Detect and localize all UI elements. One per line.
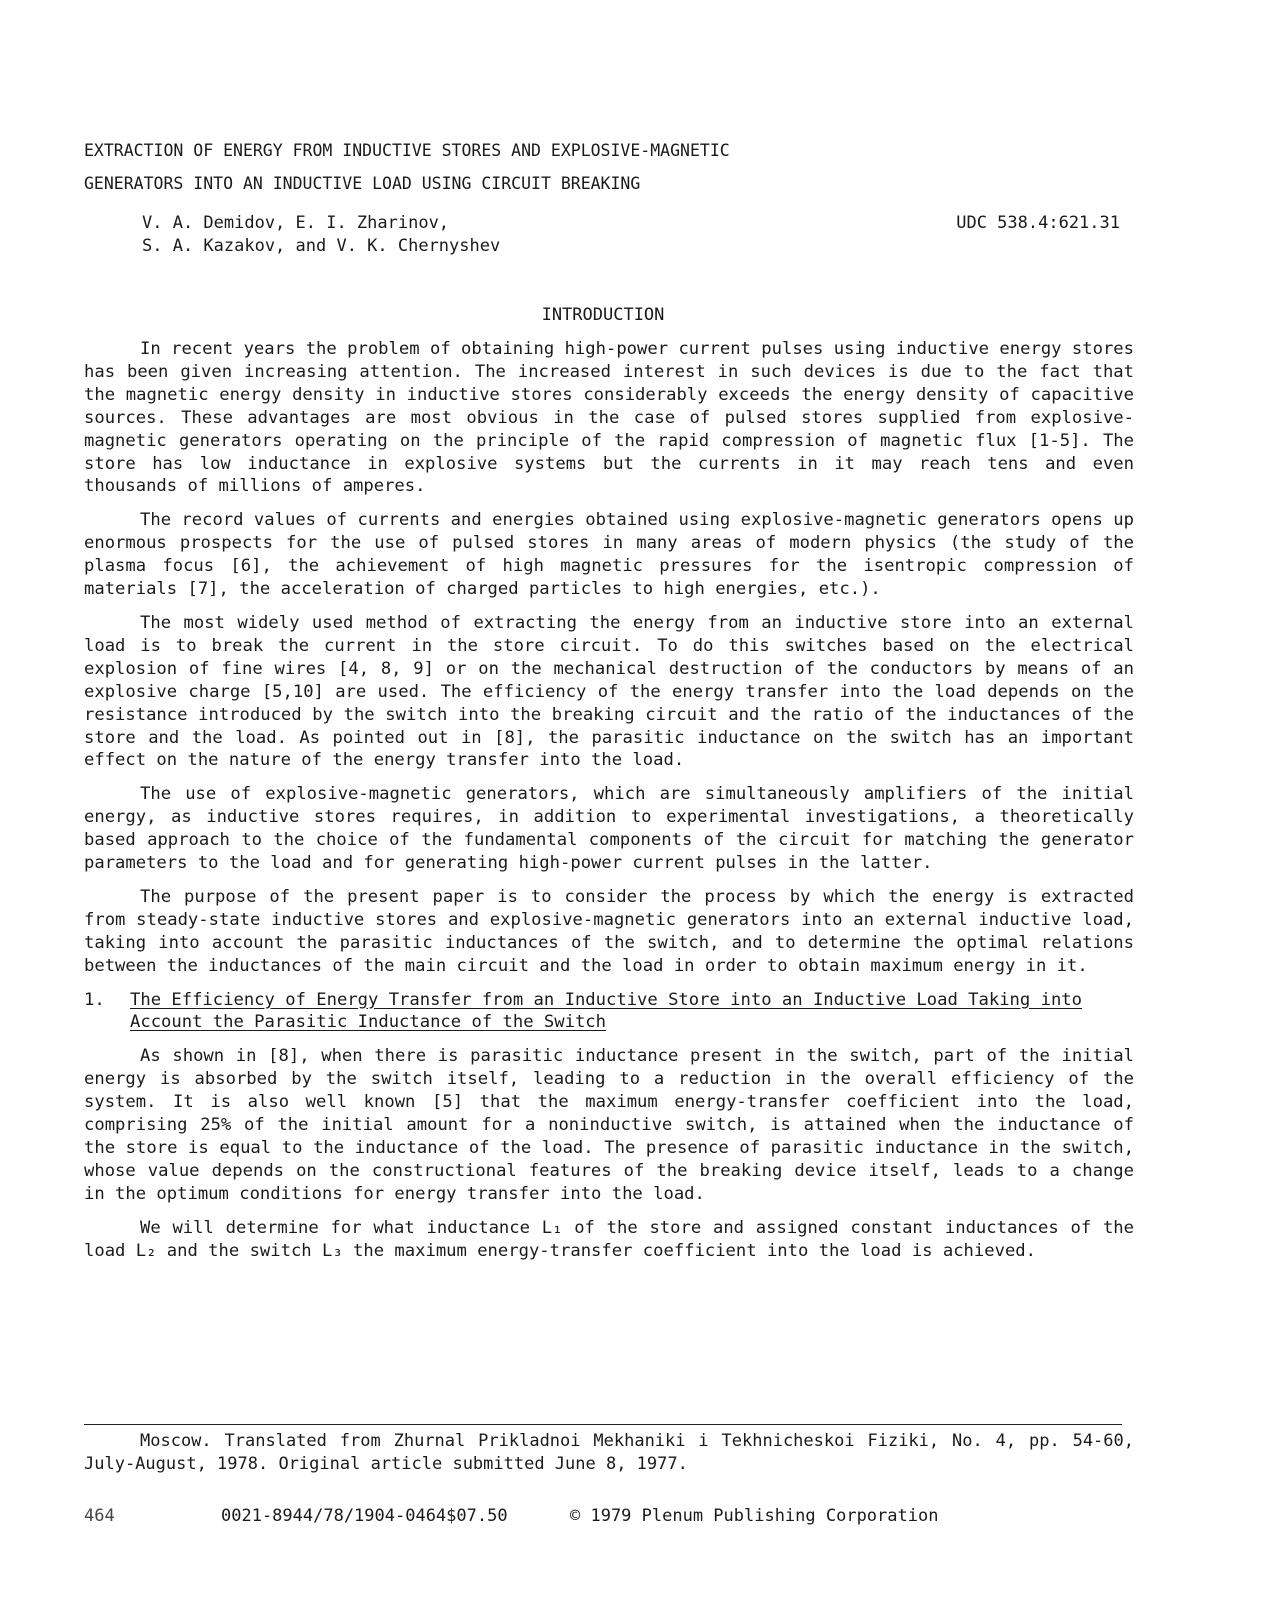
title-line-1: EXTRACTION OF ENERGY FROM INDUCTIVE STORES AND EXPLOSIVE-MAGNETIC <box>84 141 730 160</box>
page-number: 464 <box>84 1506 115 1526</box>
body-text <box>84 338 1134 1274</box>
section-heading <box>84 989 1134 1035</box>
paragraph: The purpose of the present paper is to consider the process by which the energy is extracted from steady-state inductive stores and explosive-magnetic generators into an external inductive load, taking into account the parasitic inductances of the switch, and to determine the optimal relations between the inductances of the main circuit and the load in order to obtain maximum energy in it. <box>84 886 1134 976</box>
copyright-notice: © 1979 Plenum Publishing Corporation <box>570 1506 939 1526</box>
paragraph: In recent years the problem of obtaining high-power current pulses using inductive energy stores has been given increasing attention. The increased interest in such devices is due to the fact that the magnetic energy density in inductive stores considerably exceeds the energy density of capacitive sources. These advantages are most obvious in the case of pulsed stores supplied from explosive-magnetic generators operating on the principle of the rapid compression of magnetic flux [1-5]. The store has low inductance in explosive systems but the currents in it may reach tens and even thousands of millions of amperes. <box>84 339 1134 497</box>
section-number: 1. <box>84 989 105 1010</box>
section-title: The Efficiency of Energy Transfer from an Inductive Store into an Inductive Load Taking into Account the Parasitic Inductance of the Switch <box>130 989 1082 1033</box>
paragraph: The most widely used method of extracting the energy from an inductive store into an external load is to break the current in the store circuit. To do this switches based on the electrical explosion of fine wires [4, 8, 9] or on the mechanical destruction of the conductors by means of an explosive charge [5,10] are used. The efficiency of the energy transfer into the load depends on the resistance introduced by the switch into the breaking circuit and the ratio of the inductances of the store and the load. As pointed out in [8], the parasitic inductance on the switch has an important effect on the nature of the energy transfer into the load. <box>84 612 1134 771</box>
authors-line-1: V. A. Demidov, E. I. Zharinov, <box>142 213 450 233</box>
paragraph: We will determine for what inductance L₁ of the store and assigned constant inductances of the load L₂ and the switch L₃ the maximum energy-transfer coefficient into the load is achieved. <box>84 1217 1134 1261</box>
paper-title <box>84 134 730 200</box>
authors-line-2: S. A. Kazakov, and V. K. Chernyshev <box>142 236 501 256</box>
paragraph: As shown in [8], when there is parasitic inductance present in the switch, part of the initial energy is absorbed by the switch itself, leading to a reduction in the overall efficiency of the system. It is also well known [5] that the maximum energy-transfer coefficient into the load, comprising 25% of the initial amount for a noninductive switch, is attained when the inductance of the store is equal to the inductance of the load. The presence of parasitic inductance in the switch, whose value depends on the constructional features of the breaking device itself, leads to a change in the optimum conditions for energy transfer into the load. <box>84 1046 1134 1204</box>
footnote-divider <box>84 1424 1122 1425</box>
title-line-2: GENERATORS INTO AN INDUCTIVE LOAD USING CIRCUIT BREAKING <box>84 174 641 193</box>
journal-code: 0021-8944/78/1904-0464$07.50 <box>221 1506 508 1526</box>
introduction-heading: INTRODUCTION <box>541 305 665 325</box>
author-list <box>142 212 500 258</box>
udc-code: UDC 538.4:621.31 <box>956 213 1120 233</box>
paragraph: The use of explosive-magnetic generators, which are simultaneously amplifiers of the initial energy, as inductive stores requires, in addition to experimental investigations, a theoretically based approach to the choice of the fundamental components of the circuit for matching the generator parameters to the load and for generating high-power current pulses in the latter. <box>84 784 1134 874</box>
paragraph: The record values of currents and energies obtained using explosive-magnetic generators opens up enormous prospects for the use of pulsed stores in many areas of modern physics (the study of the plasma focus [6], the achievement of high magnetic pressures for the isentropic compression of materials [7], the acceleration of charged particles to high energies, etc.). <box>84 510 1134 600</box>
footnote: Moscow. Translated from Zhurnal Prikladnoi Mekhaniki i Tekhnicheskoi Fiziki, No. 4, pp. 54-60, July-August, 1978. Original article submitted June 8, 1977. <box>84 1431 1134 1474</box>
